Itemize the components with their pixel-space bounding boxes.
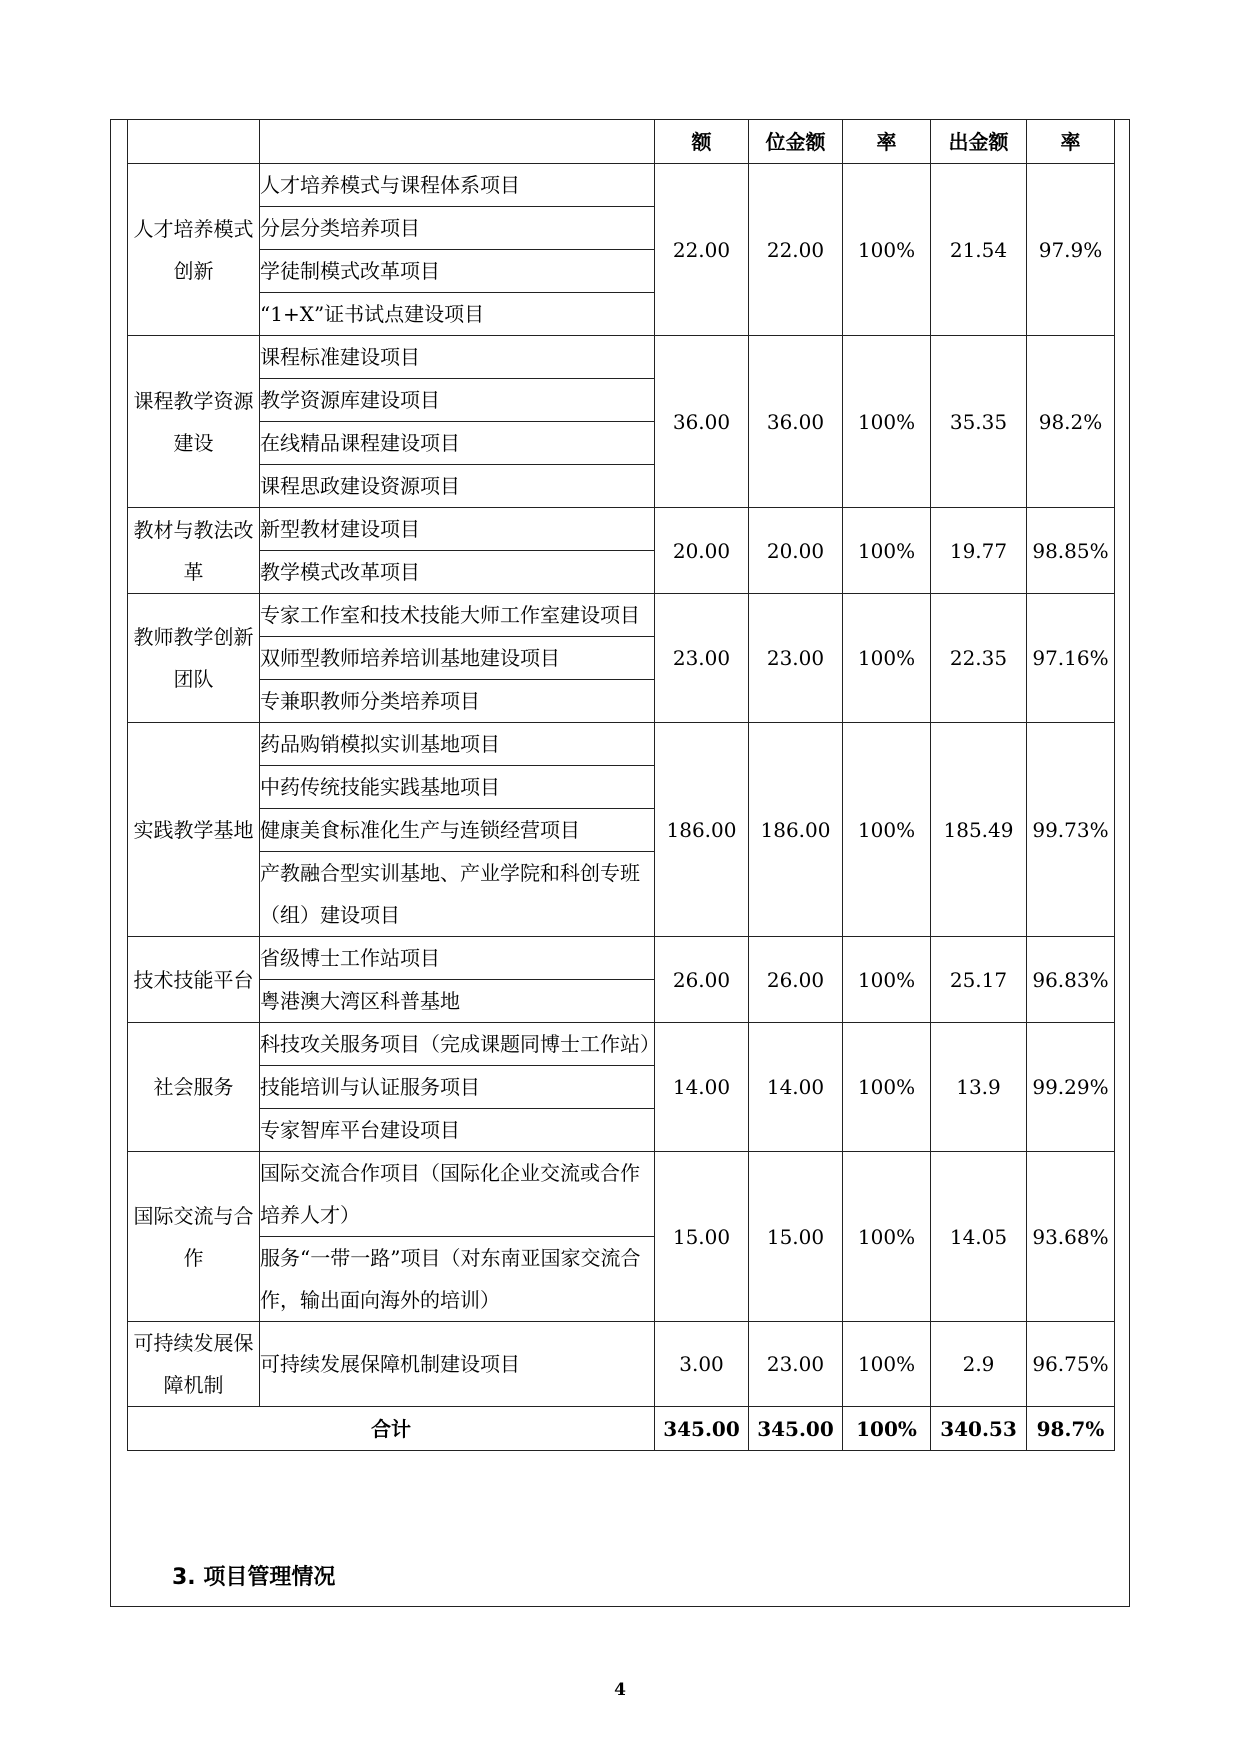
header-item <box>260 120 655 164</box>
page-number: 4 <box>614 1680 626 1700</box>
cell-received-rate: 100% <box>843 1023 931 1152</box>
cell-spent: 185.49 <box>931 723 1027 937</box>
table-row <box>128 594 1115 637</box>
category-cell: 教材与教法改革 <box>128 508 260 594</box>
item-cell: 省级博士工作站项目 <box>260 937 655 980</box>
item-cell: 中药传统技能实践基地项目 <box>260 766 655 809</box>
item-cell: 双师型教师培养培训基地建设项目 <box>260 637 655 680</box>
cell-received: 26.00 <box>749 937 843 1023</box>
cell-spent-rate: 99.29% <box>1027 1023 1115 1152</box>
category-cell: 可持续发展保障机制 <box>128 1322 260 1407</box>
cell-spent-rate: 98.85% <box>1027 508 1115 594</box>
cell-received-rate: 100% <box>843 723 931 937</box>
cell-spent: 14.05 <box>931 1152 1027 1322</box>
cell-budget: 186.00 <box>655 723 749 937</box>
cell-budget: 36.00 <box>655 336 749 508</box>
header-budget: 额 <box>655 120 749 164</box>
cell-spent-rate: 99.73% <box>1027 723 1115 937</box>
item-cell: 课程思政建设资源项目 <box>260 465 655 508</box>
table-row <box>128 336 1115 379</box>
cell-budget: 3.00 <box>655 1322 749 1407</box>
category-cell: 技术技能平台 <box>128 937 260 1023</box>
cell-received-rate: 100% <box>843 336 931 508</box>
table-row <box>128 1322 1115 1407</box>
header-spent-rate: 率 <box>1027 120 1115 164</box>
item-cell: 新型教材建设项目 <box>260 508 655 551</box>
cell-spent-rate: 98.2% <box>1027 336 1115 508</box>
item-cell: “1+X”证书试点建设项目 <box>260 293 655 336</box>
table-row <box>128 723 1115 766</box>
header-spent: 出金额 <box>931 120 1027 164</box>
table-row <box>128 164 1115 207</box>
item-cell: 在线精品课程建设项目 <box>260 422 655 465</box>
item-cell: 健康美食标准化生产与连锁经营项目 <box>260 809 655 852</box>
fund-usage-table <box>127 119 1115 1451</box>
cell-budget: 15.00 <box>655 1152 749 1322</box>
cell-received: 23.00 <box>749 594 843 723</box>
total-spent-rate: 98.7% <box>1027 1407 1115 1451</box>
table-row <box>128 508 1115 551</box>
cell-spent: 13.9 <box>931 1023 1027 1152</box>
cell-spent-rate: 93.68% <box>1027 1152 1115 1322</box>
category-cell: 人才培养模式创新 <box>128 164 260 336</box>
item-cell: 人才培养模式与课程体系项目 <box>260 164 655 207</box>
table-row <box>128 1152 1115 1237</box>
cell-received-rate: 100% <box>843 1322 931 1407</box>
item-cell: 技能培训与认证服务项目 <box>260 1066 655 1109</box>
cell-received-rate: 100% <box>843 1152 931 1322</box>
header-received-rate: 率 <box>843 120 931 164</box>
cell-spent: 25.17 <box>931 937 1027 1023</box>
cell-spent: 22.35 <box>931 594 1027 723</box>
total-row <box>128 1407 1115 1451</box>
category-cell: 课程教学资源建设 <box>128 336 260 508</box>
cell-budget: 14.00 <box>655 1023 749 1152</box>
cell-spent-rate: 96.75% <box>1027 1322 1115 1407</box>
item-cell: 专家智库平台建设项目 <box>260 1109 655 1152</box>
table-header-row <box>128 120 1115 164</box>
cell-budget: 26.00 <box>655 937 749 1023</box>
cell-spent-rate: 97.9% <box>1027 164 1115 336</box>
cell-received: 22.00 <box>749 164 843 336</box>
cell-spent: 19.77 <box>931 508 1027 594</box>
item-cell: 药品购销模拟实训基地项目 <box>260 723 655 766</box>
section-heading: 3. 项目管理情况 <box>172 1565 336 1590</box>
cell-budget: 23.00 <box>655 594 749 723</box>
total-received-rate: 100% <box>843 1407 931 1451</box>
cell-received-rate: 100% <box>843 164 931 336</box>
item-cell: 学徒制模式改革项目 <box>260 250 655 293</box>
header-category <box>128 120 260 164</box>
cell-spent: 21.54 <box>931 164 1027 336</box>
total-label: 合计 <box>128 1407 655 1451</box>
total-received: 345.00 <box>749 1407 843 1451</box>
item-cell: 服务“一带一路”项目（对东南亚国家交流合作，输出面向海外的培训） <box>260 1237 655 1322</box>
item-cell: 教学资源库建设项目 <box>260 379 655 422</box>
category-cell: 社会服务 <box>128 1023 260 1152</box>
table-row <box>128 937 1115 980</box>
cell-received: 20.00 <box>749 508 843 594</box>
category-cell: 教师教学创新团队 <box>128 594 260 723</box>
cell-spent-rate: 97.16% <box>1027 594 1115 723</box>
item-cell: 产教融合型实训基地、产业学院和科创专班（组）建设项目 <box>260 852 655 937</box>
cell-received: 23.00 <box>749 1322 843 1407</box>
cell-spent: 35.35 <box>931 336 1027 508</box>
item-cell: 教学模式改革项目 <box>260 551 655 594</box>
cell-received: 186.00 <box>749 723 843 937</box>
total-budget: 345.00 <box>655 1407 749 1451</box>
cell-budget: 22.00 <box>655 164 749 336</box>
cell-received: 15.00 <box>749 1152 843 1322</box>
cell-received-rate: 100% <box>843 594 931 723</box>
cell-spent-rate: 96.83% <box>1027 937 1115 1023</box>
item-cell: 粤港澳大湾区科普基地 <box>260 980 655 1023</box>
cell-received-rate: 100% <box>843 937 931 1023</box>
total-spent: 340.53 <box>931 1407 1027 1451</box>
table-row <box>128 1023 1115 1066</box>
category-cell: 国际交流与合作 <box>128 1152 260 1322</box>
header-received: 位金额 <box>749 120 843 164</box>
cell-received-rate: 100% <box>843 508 931 594</box>
item-cell: 课程标准建设项目 <box>260 336 655 379</box>
item-cell: 专兼职教师分类培养项目 <box>260 680 655 723</box>
cell-received: 14.00 <box>749 1023 843 1152</box>
cell-budget: 20.00 <box>655 508 749 594</box>
item-cell: 专家工作室和技术技能大师工作室建设项目 <box>260 594 655 637</box>
item-cell: 可持续发展保障机制建设项目 <box>260 1322 655 1407</box>
cell-received: 36.00 <box>749 336 843 508</box>
category-cell: 实践教学基地 <box>128 723 260 937</box>
item-cell: 国际交流合作项目（国际化企业交流或合作培养人才） <box>260 1152 655 1237</box>
cell-spent: 2.9 <box>931 1322 1027 1407</box>
item-cell: 分层分类培养项目 <box>260 207 655 250</box>
item-cell: 科技攻关服务项目（完成课题同博士工作站） <box>260 1023 655 1066</box>
